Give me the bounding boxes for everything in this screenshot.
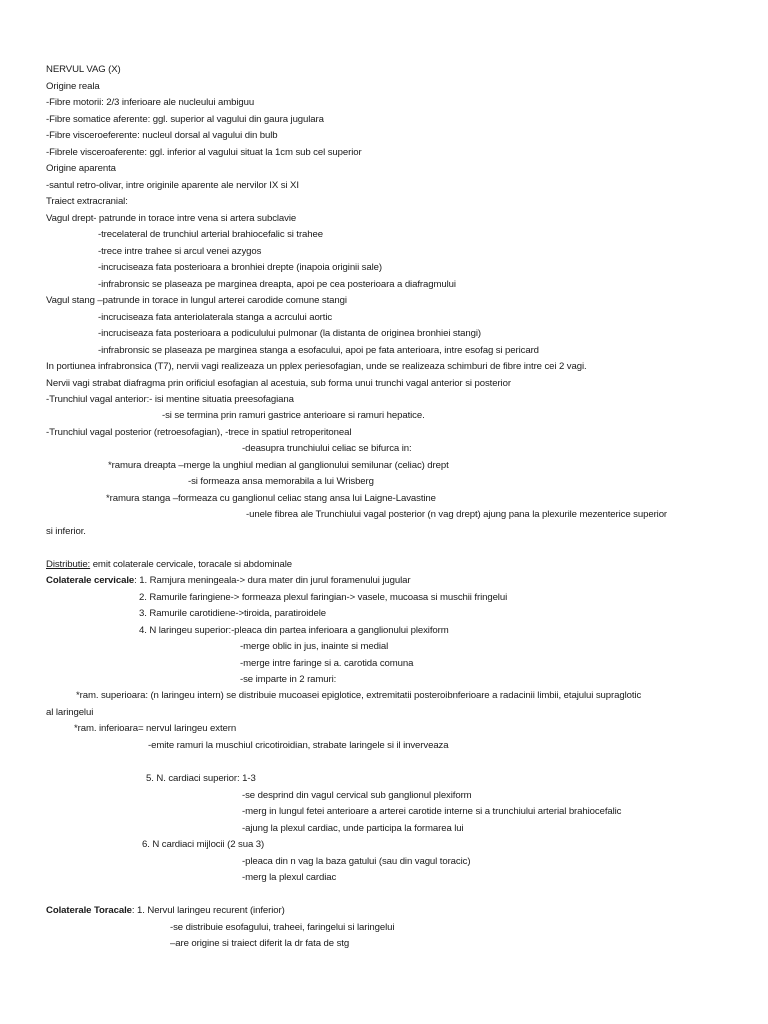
- cervical-collaterals-text: : 1. Ramjura meningeala-> dura mater din jurul foramenului jugular: [134, 575, 411, 586]
- text-line: -Fibrele visceroaferente: ggl. inferior al vagului situat la 1cm sub cel superior: [46, 147, 362, 158]
- text-line: *ramura dreapta –merge la unghiul median al ganglionului semilunar (celiac) drept: [108, 460, 449, 471]
- text-line: -se distribuie esofagului, traheei, faringelui si laringelui: [170, 922, 395, 933]
- text-line: -pleaca din n vag la baza gatului (sau din vagul toracic): [242, 856, 471, 867]
- text-line: Vagul drept- patrunde in torace intre vena si artera subclavie: [46, 213, 297, 224]
- distribution-line: [46, 559, 292, 571]
- text-line: -trece intre trahee si arcul venei azygos: [98, 246, 262, 257]
- text-line: -ajung la plexul cardiac, unde participa la formarea lui: [242, 823, 464, 834]
- distribution-text: emit colaterale cervicale, toracale si abdominale: [90, 559, 293, 570]
- text-line: -trecelateral de trunchiul arterial brahiocefalic si trahee: [98, 229, 323, 240]
- text-line: -Trunchiul vagal anterior:- isi mentine situatia preesofagiana: [46, 394, 294, 405]
- text-line: -merge oblic in jus, inainte si medial: [240, 641, 389, 652]
- text-line: 4. N laringeu superior:-pleaca din partea inferioara a ganglionului plexiform: [139, 625, 449, 636]
- text-line: -unele fibrea ale Trunchiului vagal posterior (n vag drept) ajung pana la plexurile mezenterice superior: [246, 509, 668, 520]
- distribution-heading: Distributie:: [46, 559, 91, 570]
- text-line: -incruciseaza fata anteriolaterala stanga a acrcului aortic: [98, 312, 333, 323]
- text-line: si inferior.: [46, 526, 86, 537]
- cervical-collaterals-heading: Colaterale cervicale: [46, 575, 135, 586]
- thoracic-collaterals-text: : 1. Nervul laringeu recurent (inferior): [131, 905, 285, 916]
- text-line: -emite ramuri la muschiul cricotiroidian, strabate laringele si il inverveaza: [148, 740, 449, 751]
- text-line: al laringelui: [46, 707, 94, 718]
- thoracic-collaterals-line: [46, 905, 285, 917]
- text-line: -merg in lungul fetei anterioare a arterei carotide interne si a trunchiului arterial brahiocefalic: [242, 806, 622, 817]
- text-line: *ram. superioara: (n laringeu intern) se distribuie mucoasei epiglotice, extremitatii posteroibnferioare a radacinii limbii, etajului supraglotic: [76, 690, 642, 701]
- text-line: *ramura stanga –formeaza cu ganglionul celiac stang ansa lui Laigne-Lavastine: [106, 493, 436, 504]
- section-heading: Traiect extracranial:: [46, 196, 128, 207]
- text-line: -deasupra trunchiului celiac se bifurca in:: [242, 443, 412, 454]
- text-line: Vagul stang –patrunde in torace in lungul arterei carodide comune stangi: [46, 295, 347, 306]
- text-line: Nervii vagi strabat diafragma prin orificiul esofagian al acestuia, sub forma unui trunchi vagal anterior si posterior: [46, 378, 511, 389]
- text-line: -si se termina prin ramuri gastrice anterioare si ramuri hepatice.: [162, 410, 425, 421]
- text-line: –are origine si traiect diferit la dr fata de stg: [170, 938, 350, 949]
- text-line: In portiunea infrabronsica (T7), nervii vagi realizeaza un pplex periesofagian, unde se realizeaza schimburi de fibre intre cei 2 vagi.: [46, 361, 587, 372]
- section-heading: Origine aparenta: [46, 163, 116, 174]
- text-line: -merge intre faringe si a. carotida comuna: [240, 658, 414, 669]
- text-line: -Trunchiul vagal posterior (retroesofagian), -trece in spatiul retroperitoneal: [46, 427, 352, 438]
- text-line: 2. Ramurile faringiene-> formeaza plexul faringian-> vasele, mucoasa si muschii fringelui: [139, 592, 508, 603]
- text-line: 6. N cardiaci mijlocii (2 sua 3): [142, 839, 265, 850]
- text-line: -Fibre somatice aferente: ggl. superior al vagului din gaura jugulara: [46, 114, 324, 125]
- cervical-collaterals-line: [46, 575, 410, 587]
- text-line: -se imparte in 2 ramuri:: [240, 674, 337, 685]
- text-line: -incruciseaza fata posterioara a bronhiei drepte (inapoia originii sale): [98, 262, 382, 273]
- text-line: -incruciseaza fata posterioara a podiculului pulmonar (la distanta de originea bronhiei stangi): [98, 328, 482, 339]
- text-line: 3. Ramurile carotidiene->tiroida, paratiroidele: [139, 608, 327, 619]
- text-line: -se desprind din vagul cervical sub ganglionul plexiform: [242, 790, 472, 801]
- text-line: -si formeaza ansa memorabila a lui Wrisberg: [188, 476, 374, 487]
- section-heading: Origine reala: [46, 81, 100, 92]
- text-line: -infrabronsic se plaseaza pe marginea stanga a esofacului, apoi pe fata anterioara, intre esofag si pericard: [98, 345, 539, 356]
- text-line: *ram. inferioara= nervul laringeu extern: [74, 723, 237, 734]
- text-line: 5. N. cardiaci superior: 1-3: [146, 773, 256, 784]
- document-title: NERVUL VAG (X): [46, 64, 121, 75]
- thoracic-collaterals-heading: Colaterale Toracale: [46, 905, 132, 916]
- text-line: -Fibre visceroeferente: nucleul dorsal al vagului din bulb: [46, 130, 278, 141]
- text-line: -merg la plexul cardiac: [242, 872, 337, 883]
- text-line: -santul retro-olivar, intre originile aparente ale nervilor IX si XI: [46, 180, 299, 191]
- text-line: -Fibre motorii: 2/3 inferioare ale nucleului ambiguu: [46, 97, 255, 108]
- text-line: -infrabronsic se plaseaza pe marginea dreapta, apoi pe cea posterioara a diafragmului: [98, 279, 456, 290]
